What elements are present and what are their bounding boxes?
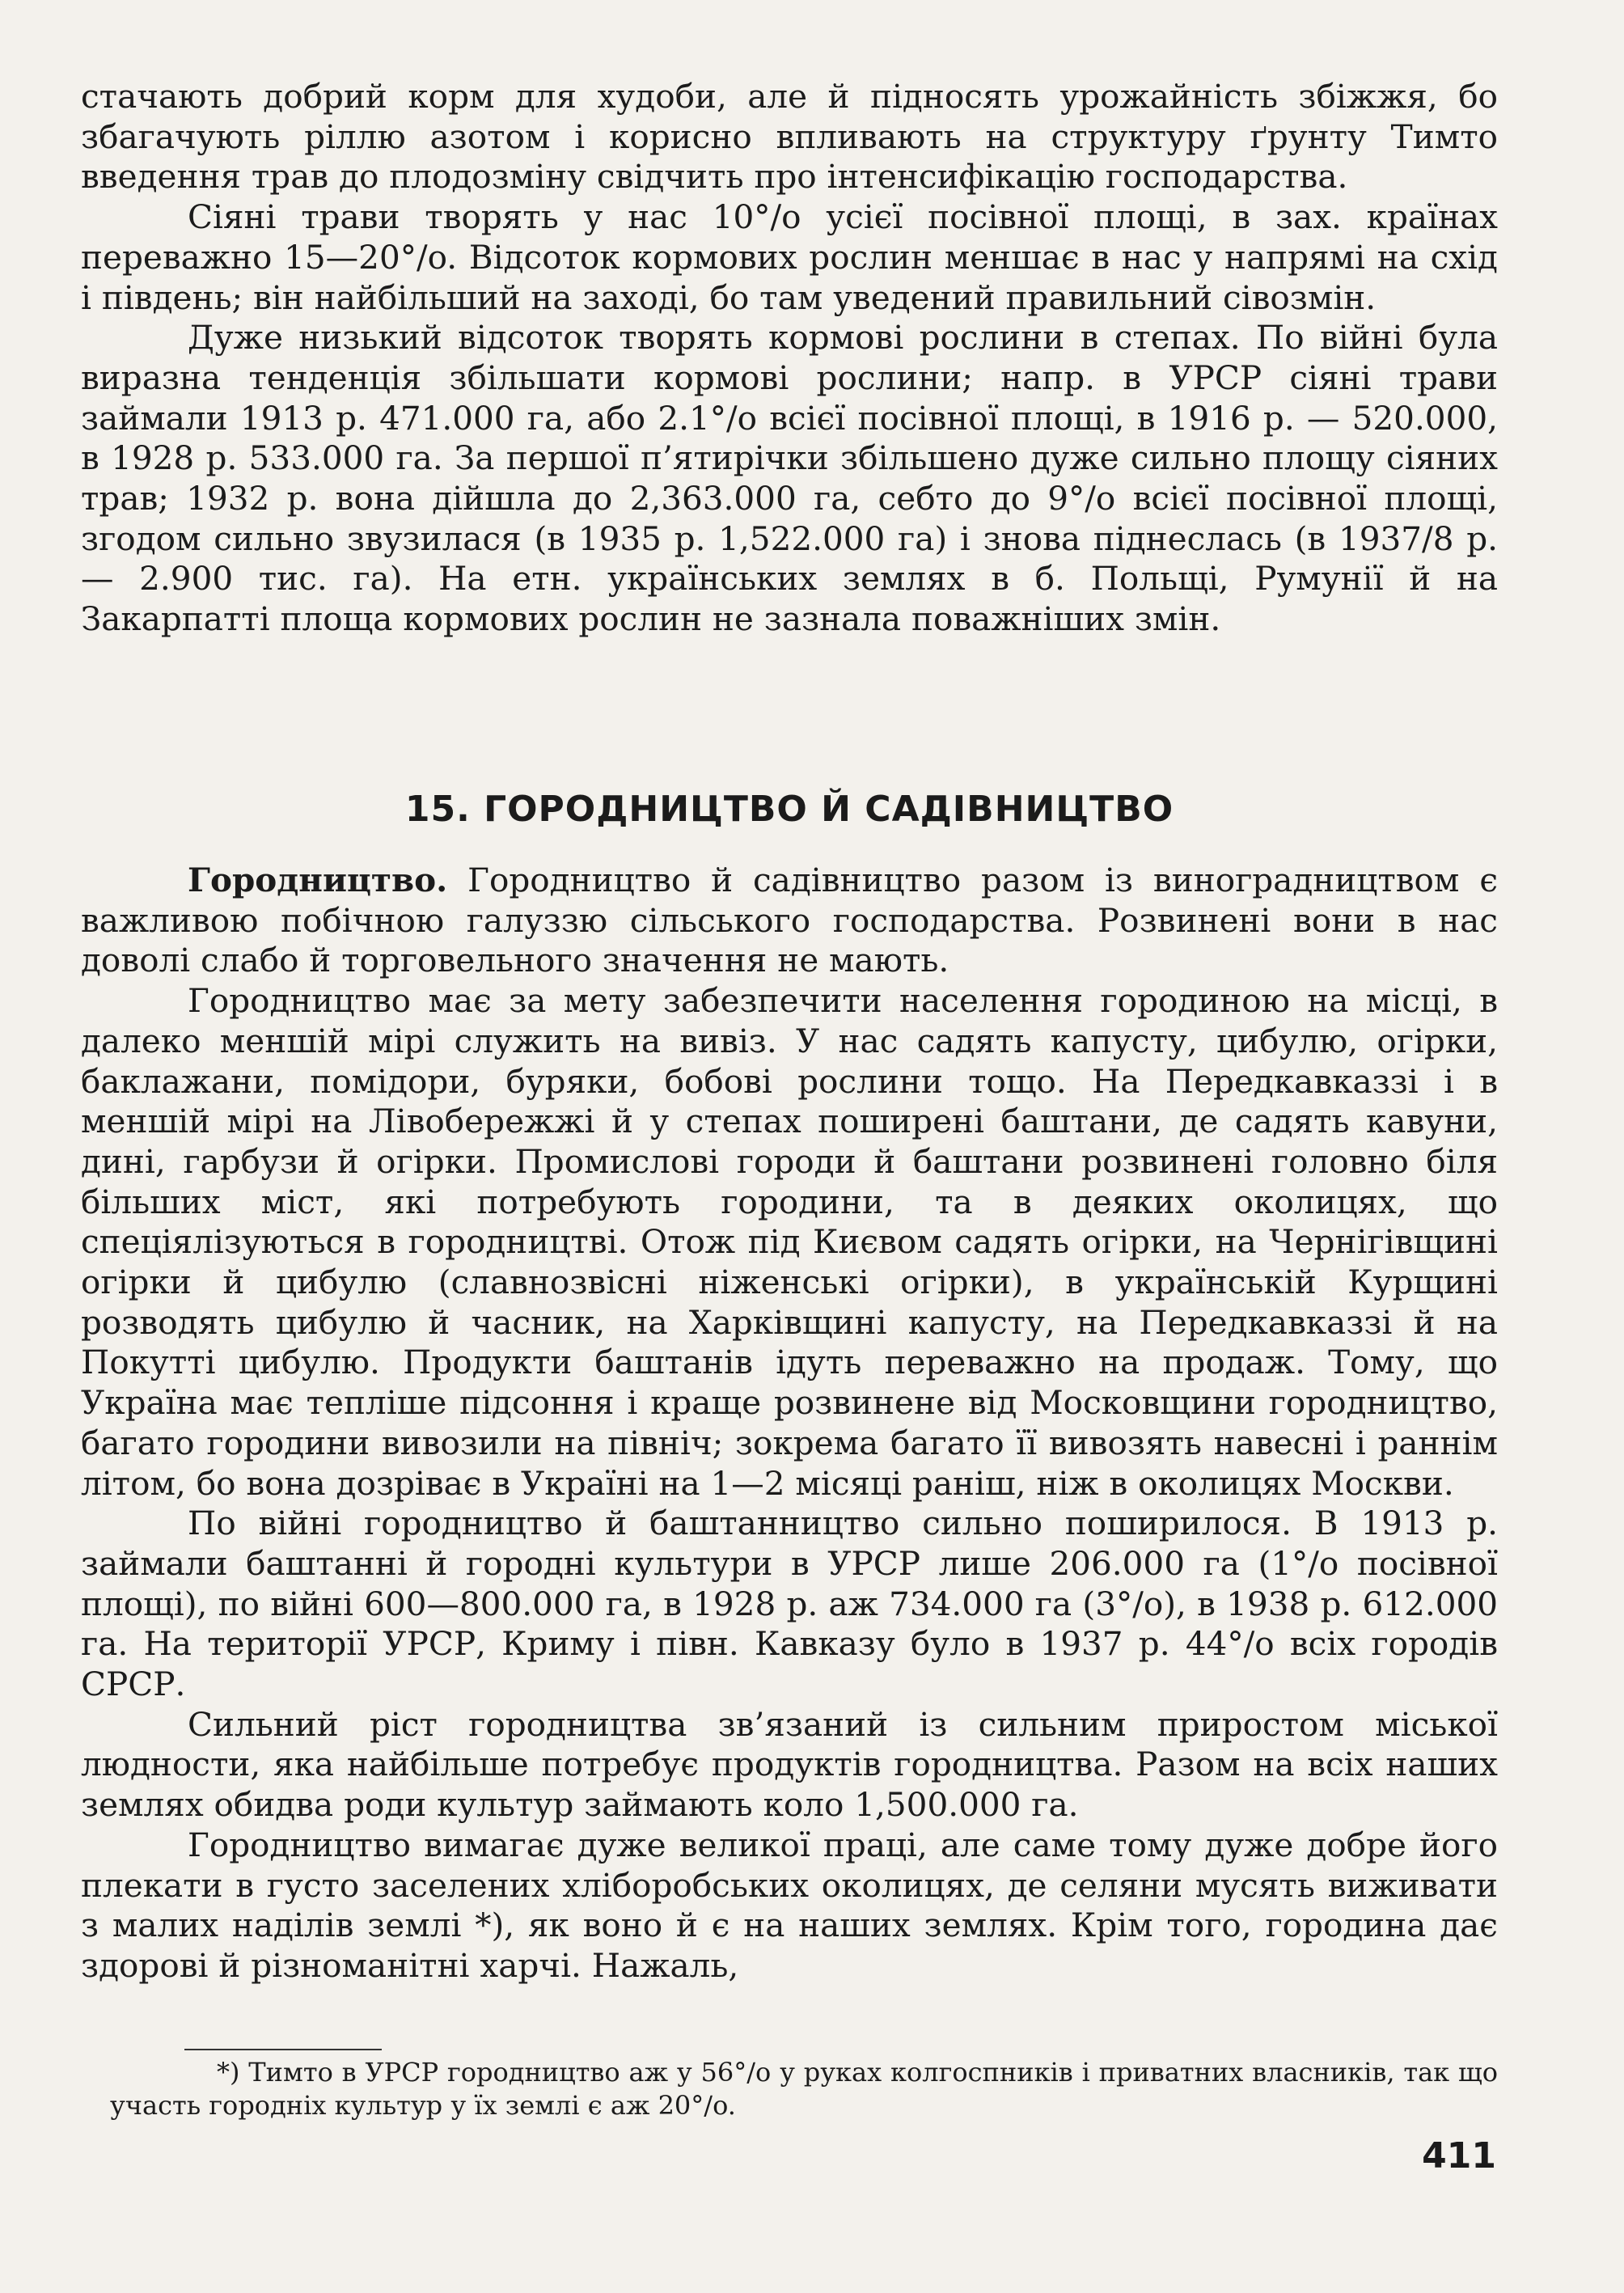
paragraph-labour: Городництво вимагає дуже великої праці, але саме тому дуже добре його плекати в густо заселених хліборобських околицях, де селяни мусять виживати з малих наділів землі *), як воно й є на наших землях. Крім того, городина дає здорові й різноманітні харчі. Нажаль, <box>81 1825 1498 1985</box>
section-heading: 15. ГОРОДНИЦТВО Й САДІВНИЦТВО <box>404 789 1174 830</box>
section-text-block <box>81 861 1498 1986</box>
lead-term: Городництво. <box>188 861 448 899</box>
paragraph-sown-grasses: Сіяні трави творять у нас 10°/o усієї посівної площі, в зах. країнах переважно 15—20°/o. Відсоток кормових рослин меншає в нас у напрямі на схід і південь; він найбільший на заході, бо там уведений правильний сівозмін. <box>81 197 1498 317</box>
paragraph-postwar: По війні городництво й баштанництво сильно поширилося. В 1913 р. займали баштанні й городні культури в УРСР лише 206.000 га (1°/o посівної площі), по війні 600—800.000 га, в 1928 р. аж 734.000 га (3°/o), в 1938 р. 612.000 га. На території УРСР, Криму і півн. Кавказу було в 1937 р. 44°/o всіх городів СРСР. <box>81 1504 1498 1704</box>
top-text-block <box>81 77 1498 640</box>
footnote-text: *) Тимто в УРСР городництво аж у 56°/o у руках колгоспників і приватних власників, так що участь городніх культур у їх землі є аж 20°/o. <box>110 2057 1498 2121</box>
intro-text: Городництво й садівництво разом із виноградництвом є важливою побічною галуззю сільського господарства. Розвинені вони в нас доволі слабо й торговельного значення не мають. <box>81 861 1498 980</box>
paragraph-vegetables: Городництво має за мету забезпечити населення городиною на місці, в далеко меншій мірі служить на вивіз. У нас садять капусту, цибулю, огірки, баклажани, помідори, буряки, бобові рослини тощо. На Передкавказзі і в меншій мірі на Лівобережжі й у степах поширені баштани, де садять кавуни, дині, гарбузи й огірки. Промислові городи й баштани розвинені головно біля більших міст, які потребують городини, та в деяких околицях, що спеціялізуються в городництві. Отож під Києвом садять огірки, на Чернігівщині огірки й цибулю (славнозвісні ніженські огірки), в українській Курщині розводять цибулю й часник, на Харківщині капусту, на Передкавказзі й на Покутті цибулю. Продукти баштанів ідуть переважно на продаж. Тому, що Україна має тепліше підсоння і краще розвинене від Московщини городництво, багато городини вивозили на північ; зокрема багато її вивозять навесні і раннім літом, бо вона дозріває в Україні на 1—2 місяці раніш, ніж в околицях Москви. <box>81 981 1498 1503</box>
paragraph-forage-steppe: Дуже низький відсоток творять кормові рослини в степах. По війні була виразна тенденція збільшати кормові рослини; напр. в УРСР сіяні трави займали 1913 р. 471.000 га, або 2.1°/o всієї посівної площі, в 1916 р. — 520.000, в 1928 р. 533.000 га. За першої п’ятирічки збільшено дуже сильно площу сіяних трав; 1932 р. вона дійшла до 2,363.000 га, себто до 9°/o всієї посівної площі, згодом сильно звузилася (в 1935 р. 1,522.000 га) і знова піднеслась (в 1937/8 р. — 2.900 тис. га). На етн. українських землях в б. Польщі, Румунії й на Закарпатті площа кормових рослин не зазнала поважніших змін. <box>81 318 1498 639</box>
footnote <box>110 2056 1498 2122</box>
paragraph-continuation: стачають добрий корм для худоби, але й підносять урожайність збіжжя, бо збагачують ріллю азотом і корисно впливають на структуру ґрунту Тимто введення трав до плодозміну свідчить про інтенсифікацію господарства. <box>81 77 1498 197</box>
page-number: 411 <box>1422 2135 1496 2177</box>
footnote-divider <box>184 2049 382 2050</box>
paragraph-growth: Сильний ріст городництва зв’язаний із сильним приростом міської людности, яка найбільше потребує продуктів городництва. Разом на всіх наших землях обидва роди культур займають коло 1,500.000 га. <box>81 1704 1498 1825</box>
paragraph-intro <box>81 861 1498 981</box>
